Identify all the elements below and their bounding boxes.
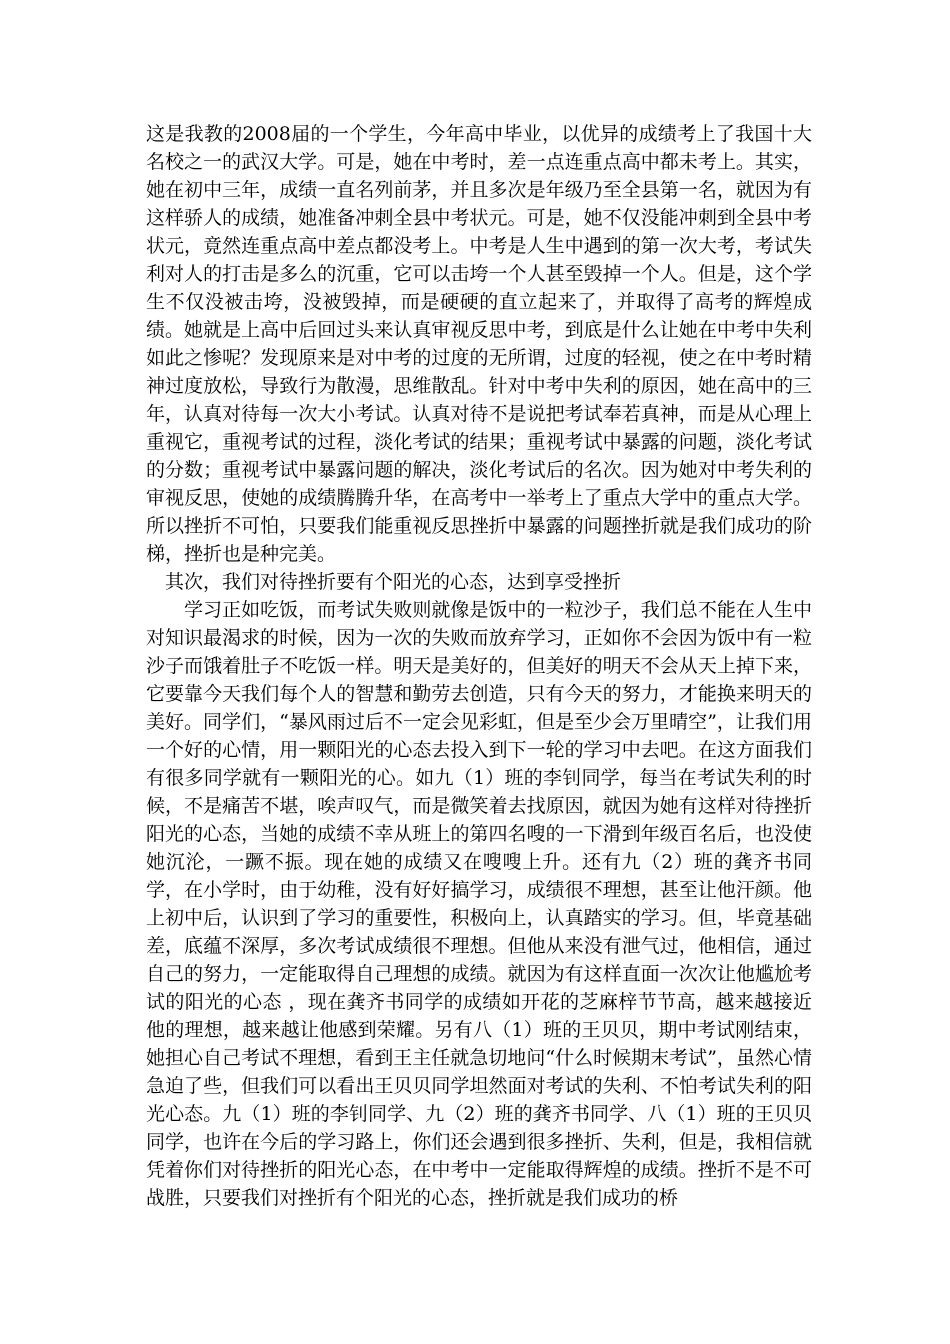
section-heading-sunny-attitude: 其次，我们对待挫折要有个阳光的心态，达到享受挫折: [165, 571, 622, 593]
paragraph-student-story: 这是我教的2008届的一个学生，今年高中毕业，以优异的成绩考上了我国十大名校之一的武汉大学。可是，她在中考时，差一点连重点高中都未考上。其实，她在初中三年，成绩一直名列前茅，并且多次是年级乃至全县第一名，就因为有这样骄人的成绩，她准备冲刺全县中考状元。可是，她不仅没能冲刺到全县中考状元，竟然连重点高中差点都没考上。中考是人生中遇到的第一次大考，考试失利对人的打击是多么的沉重，它可以击垮一个人甚至毁掉一个人。但是，这个学生不仅没被击垮，没被毁掉，而是硬硬的直立起来了，并取得了高考的辉煌成绩。她就是上高中后回过头来认真审视反思中考，到底是什么让她在中考中失利如此之惨呢？发现原来是对中考的过度的无所谓，过度的轻视，使之在中考时精神过度放松，导致行为散漫，思维散乱。针对中考中失利的原因，她在高中的三年，认真对待每一次大小考试。认真对待不是说把考试奉若真神，而是从心理上重视它，重视考试的过程，淡化考试的结果；重视考试中暴露的问题，淡化考试的分数；重视考试中暴露问题的解决，淡化考试后的名次。因为她对中考失利的审视反思，使她的成绩腾腾升华，在高考中一举考上了重点大学中的重点大学。所以挫折不可怕，只要我们能重视反思挫折中暴露的问题挫折就是我们成功的阶梯，挫折也是种完美。: [146, 123, 812, 565]
body-text: [146, 120, 812, 1212]
paragraph-sunny-attitude: 学习正如吃饭，而考试失败则就像是饭中的一粒沙子，我们总不能在人生中对知识最渴求的时候，因为一次的失败而放弃学习，正如你不会因为饭中有一粒沙子而饿着肚子不吃饭一样。明天是美好的，但美好的明天不会从天上掉下来，它要靠今天我们每个人的智慧和勤劳去创造，只有今天的努力，才能换来明天的美好。同学们，“暴风雨过后不一定会见彩虹，但是至少会万里晴空”，让我们用一个好的心情，用一颗阳光的心态去投入到下一轮的学习中去吧。在这方面我们有很多同学就有一颗阳光的心。如九（1）班的李钊同学，每当在考试失利的时候，不是痛苦不堪，唉声叹气，而是微笑着去找原因，就因为她有这样对待挫折阳光的心态，当她的成绩不幸从班上的第四名嗖的一下滑到年级百名后，也没使她沉沦，一蹶不振。现在她的成绩又在嗖嗖上升。还有九（2）班的龚齐书同学，在小学时，由于幼稚，没有好好搞学习，成绩很不理想，甚至让他汗颜。他上初中后，认识到了学习的重要性，积极向上，认真踏实的学习。但，毕竟基础差，底蕴不深厚，多次考试成绩很不理想。但他从来没有泄气过，他相信，通过自己的努力，一定能取得自己理想的成绩。就因为有这样直面一次次让他尴尬考试的阳光的心态 ，现在龚齐书同学的成绩如开花的芝麻梓节节高，越来越接近他的理想，越来越让他感到荣耀。另有八（1）班的王贝贝，期中考试刚结束，她担心自己考试不理想，看到王主任就急切地问“什么时候期末考试”，虽然心情急迫了些，但我们可以看出王贝贝同学坦然面对考试的失利、不怕考试失利的阳光心态。九（1）班的李钊同学、九（2）班的龚齐书同学、八（1）班的王贝贝同学，也许在今后的学习路上，你们还会遇到很多挫折、失利，但是，我相信就凭着你们对待挫折的阳光心态，在中考中一定能取得辉煌的成绩。挫折不是不可战胜，只要我们对挫折有个阳光的心态，挫折就是我们成功的桥: [146, 599, 812, 1209]
